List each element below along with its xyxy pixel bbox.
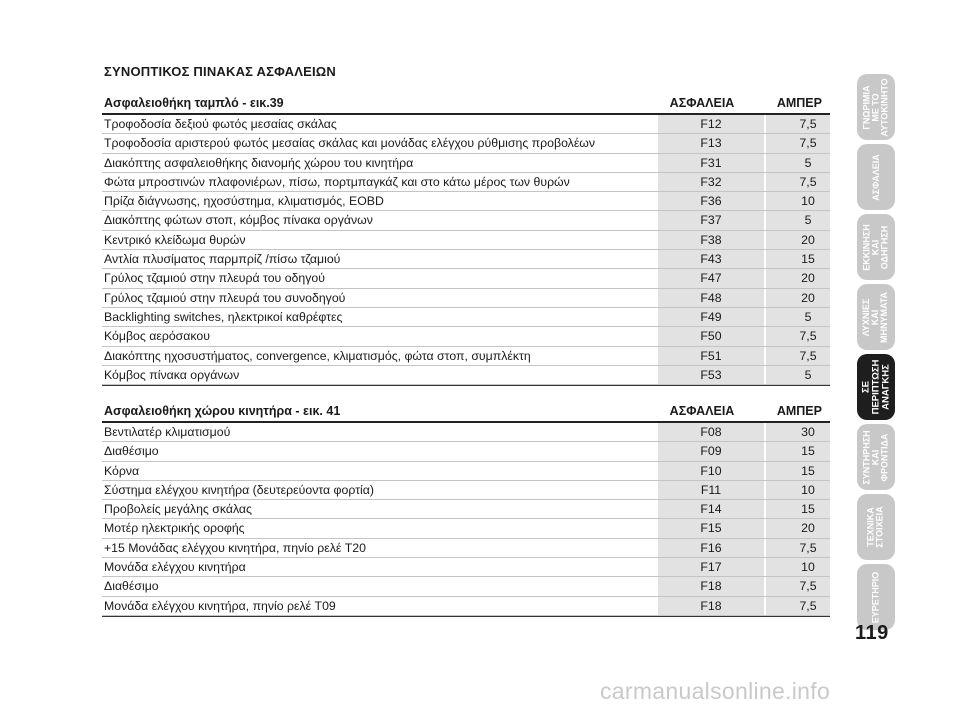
column-header-fuse: ΑΣΦΑΛΕΙΑ (669, 404, 735, 418)
amperage: 5 (764, 154, 830, 172)
amperage: 7,5 (764, 577, 830, 595)
section-tab[interactable] (857, 564, 895, 630)
fuse-description: Αντλία πλυσίματος παρμπρίζ /πίσω τζαμιού (104, 252, 341, 267)
fuse-description: Κεντρικό κλείδωμα θυρών (104, 232, 246, 247)
section-tab[interactable] (857, 494, 895, 560)
section-tab-label: ΕΥΡΕΤΗΡΙΟ (870, 571, 881, 623)
table-body (102, 115, 830, 385)
table-row (102, 366, 830, 385)
amperage: 30 (764, 423, 830, 441)
fuse-code: F37 (656, 211, 764, 229)
section-tab[interactable] (857, 354, 895, 420)
fuse-code: F08 (656, 423, 764, 441)
amperage: 5 (764, 308, 830, 326)
fuse-code: F15 (656, 519, 764, 537)
fuse-code: F50 (656, 327, 764, 345)
table-row (102, 115, 830, 134)
table-row (102, 173, 830, 192)
amperage: 7,5 (764, 115, 830, 133)
amperage: 20 (764, 231, 830, 249)
fuse-description: Διακόπτης ηχοσυστήματος, convergence, κλιματισμός, φώτα στοπ, συμπλέκτη (104, 348, 531, 363)
section-tab[interactable] (857, 214, 895, 280)
fuse-code: F36 (656, 192, 764, 210)
table-row (102, 539, 830, 558)
fuse-description: Πρίζα διάγνωσης, ηχοσύστημα, κλιματισμός, EOBD (104, 194, 384, 209)
fuse-code: F53 (656, 366, 764, 384)
column-header-fuse: ΑΣΦΑΛΕΙΑ (669, 96, 735, 110)
fuse-description: Τροφοδοσία δεξιού φωτός μεσαίας σκάλας (104, 117, 337, 131)
fuse-code: F09 (656, 442, 764, 460)
fuse-code: F17 (656, 558, 764, 576)
amperage: 7,5 (764, 597, 830, 615)
table-row (102, 269, 830, 288)
column-header-amp: ΑΜΠΕΡ (776, 96, 822, 110)
table-row (102, 519, 830, 538)
section-tab[interactable] (857, 144, 895, 210)
table-row (102, 423, 830, 442)
table-row (102, 308, 830, 327)
amperage: 5 (764, 211, 830, 229)
table-row (102, 231, 830, 250)
section-tab-label: ΣΥΝΤΗΡΗΣΗ ΚΑΙ ΦΡΟΝΤΙΔΑ (861, 429, 890, 485)
fuse-code: F18 (656, 597, 764, 615)
amperage: 7,5 (764, 134, 830, 152)
table-row (102, 462, 830, 481)
amperage: 15 (764, 250, 830, 268)
fuse-code: F18 (656, 577, 764, 595)
table-heading: Ασφαλειοθήκη χώρου κινητήρα - εικ. 41 (104, 404, 341, 418)
table-bottom-rule (102, 385, 830, 386)
amperage: 15 (764, 462, 830, 480)
fuse-code: F16 (656, 539, 764, 557)
section-tab-label: ΤΕΧΝΙΚΑ ΣΤΟΙΧΕΙΑ (866, 506, 885, 548)
fuse-description: Γρύλος τζαμιού στην πλευρά του οδηγού (104, 271, 325, 286)
table-bottom-rule (102, 616, 830, 617)
fuse-description: Γρύλος τζαμιού στην πλευρά του συνοδηγού (104, 290, 346, 305)
table-row (102, 154, 830, 173)
section-tab-label: ΓΝΩΡΙΜΙΑ ΜΕ ΤΟ ΑΥΤΟΚΙΝΗΤΟ (861, 77, 890, 137)
table-row (102, 134, 830, 153)
fuse-code: F32 (656, 173, 764, 191)
fuse-code: F49 (656, 308, 764, 326)
fuse-code: F10 (656, 462, 764, 480)
watermark: carmanualsonline.info (600, 678, 831, 704)
amperage: 7,5 (764, 539, 830, 557)
fuse-table-engine-bay (102, 403, 830, 617)
fuse-description: Τροφοδοσία αριστερού φωτός μεσαίας σκάλας και μονάδας ελέγχου ρύθμισης προβολέων (104, 136, 596, 151)
fuse-description: Μονάδα ελέγχου κινητήρα, πηνίο ρελέ T09 (104, 598, 336, 613)
table-row (102, 347, 830, 366)
fuse-description: Backlighting switches, ηλεκτρικοί καθρέφτες (104, 309, 343, 324)
fuse-description: Διαθέσιμο (104, 579, 159, 594)
section-tab-label: ΣΕ ΠΕΡΙΠΤΩΣΗ ΑΝΑΓΚΗΣ (860, 359, 891, 415)
amperage: 10 (764, 558, 830, 576)
section-tab[interactable] (857, 74, 895, 140)
page-title: ΣΥΝΟΠΤΙΚΟΣ ΠΙΝΑΚΑΣ ΑΣΦΑΛΕΙΩΝ (104, 64, 336, 79)
fuse-description: Φώτα μπροστινών πλαφονιέρων, πίσω, πορτμπαγκάζ και στο κάτω μέρος των θυρών (104, 174, 570, 189)
table-row (102, 597, 830, 616)
fuse-description: Μονάδα ελέγχου κινητήρα (104, 560, 246, 575)
amperage: 15 (764, 442, 830, 460)
section-tab[interactable] (857, 424, 895, 490)
fuse-code: F47 (656, 269, 764, 287)
fuse-code: F13 (656, 134, 764, 152)
table-row (102, 289, 830, 308)
fuse-description: Σύστημα ελέγχου κινητήρα (δευτερεύοντα φορτία) (104, 482, 374, 497)
table-row (102, 442, 830, 461)
fuse-description: Προβολείς μεγάλης σκάλας (104, 502, 252, 517)
fuse-description: Βεντιλατέρ κλιματισμού (104, 425, 231, 439)
table-row (102, 211, 830, 230)
amperage: 20 (764, 519, 830, 537)
fuse-description: Διαθέσιμο (104, 444, 159, 459)
table-row (102, 327, 830, 346)
amperage: 10 (764, 481, 830, 499)
fuse-code: F31 (656, 154, 764, 172)
fuse-code: F51 (656, 347, 764, 365)
fuse-description: Μοτέρ ηλεκτρικής οροφής (104, 521, 245, 536)
amperage: 20 (764, 289, 830, 307)
fuse-description: Διακόπτης φώτων στοπ, κόμβος πίνακα οργάνων (104, 213, 373, 228)
fuse-code: F43 (656, 250, 764, 268)
table-row (102, 577, 830, 596)
section-tab-label: ΑΣΦΑΛΕΙΑ (870, 153, 881, 201)
table-row (102, 250, 830, 269)
amperage: 5 (764, 366, 830, 384)
fuse-description: Κόμβος πίνακα οργάνων (104, 367, 240, 382)
amperage: 7,5 (764, 173, 830, 191)
section-tab-label: ΕΚΚΙΝΗΣΗ ΚΑΙ ΟΔΗΓΗΣΗ (861, 223, 890, 271)
fuse-description: Κόμβος αερόσακου (104, 329, 210, 344)
table-header (102, 95, 830, 115)
fuse-description: Διακόπτης ασφαλειοθήκης διανομής χώρου του κινητήρα (104, 155, 414, 170)
fuse-code: F14 (656, 500, 764, 518)
fuse-description: +15 Μονάδας ελέγχου κινητήρα, πηνίο ρελέ T20 (104, 540, 366, 555)
table-heading: Ασφαλειοθήκη ταμπλό - εικ.39 (104, 96, 284, 110)
amperage: 15 (764, 500, 830, 518)
amperage: 20 (764, 269, 830, 287)
fuse-code: F12 (656, 115, 764, 133)
column-header-amp: ΑΜΠΕΡ (776, 404, 822, 418)
fuse-description: Κόρνα (104, 463, 140, 478)
fuse-code: F48 (656, 289, 764, 307)
table-body (102, 423, 830, 616)
amperage: 10 (764, 192, 830, 210)
table-row (102, 192, 830, 211)
section-tab[interactable] (857, 284, 895, 350)
section-tab-label: ΛΥΧΝΙΕΣ ΚΑΙ ΜΗΝΥΜΑΤΑ (861, 291, 890, 343)
table-row (102, 558, 830, 577)
amperage: 7,5 (764, 347, 830, 365)
fuse-table-dashboard (102, 95, 830, 386)
page-number: 119 (855, 622, 889, 644)
fuse-code: F11 (656, 481, 764, 499)
table-row (102, 500, 830, 519)
amperage: 7,5 (764, 327, 830, 345)
table-header (102, 403, 830, 423)
table-row (102, 481, 830, 500)
fuse-code: F38 (656, 231, 764, 249)
